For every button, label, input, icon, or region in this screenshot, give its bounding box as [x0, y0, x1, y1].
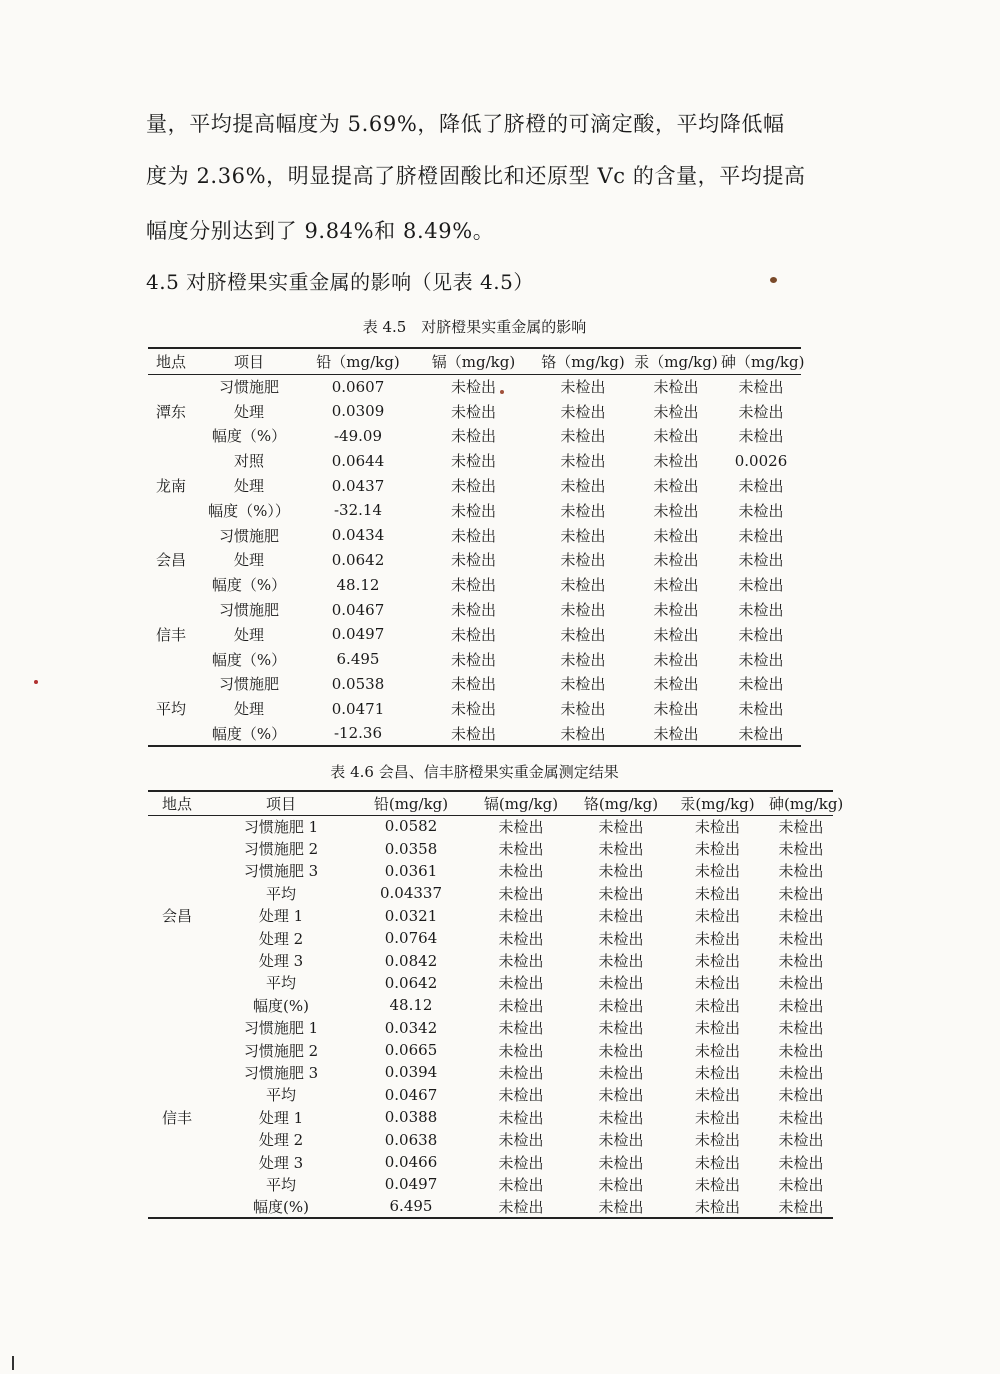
cell-lead: 0.0644 — [331, 451, 385, 470]
cell-chromium: 未检出 — [598, 1063, 644, 1082]
cell-cadmium: 未检出 — [498, 1063, 544, 1082]
cell-lead: 0.0497 — [331, 625, 385, 644]
table-row — [148, 399, 801, 424]
cell-lead: 0.0342 — [384, 1018, 438, 1037]
cell-cadmium: 未检出 — [450, 402, 496, 421]
table-row — [148, 1128, 833, 1150]
cell-location — [148, 647, 194, 672]
cell-mercury: 未检出 — [653, 700, 699, 719]
cell-mercury: 未检出 — [694, 840, 740, 859]
cell-location — [148, 815, 206, 837]
cell-arsenic: 未检出 — [738, 402, 784, 421]
table-row — [148, 424, 801, 449]
cell-lead: 0.0434 — [331, 526, 385, 545]
cell-item: 习惯施肥 2 — [243, 840, 319, 859]
cell-lead: 0.0665 — [384, 1041, 438, 1060]
table-4-5 — [148, 347, 805, 747]
table-4-5-body — [148, 374, 801, 746]
table-row — [148, 972, 833, 994]
cell-cadmium: 未检出 — [498, 952, 544, 971]
cell-mercury: 未检出 — [653, 724, 699, 743]
table-row — [148, 1017, 833, 1039]
table-row — [148, 374, 801, 399]
scan-speck — [34, 680, 38, 684]
cell-lead: 0.0361 — [384, 861, 438, 880]
cell-item: 幅度（%） — [211, 724, 287, 743]
cell-lead: 0.04337 — [379, 884, 443, 903]
cell-arsenic: 未检出 — [778, 1108, 824, 1127]
cell-mercury: 未检出 — [653, 576, 699, 595]
cell-cadmium: 未检出 — [498, 884, 544, 903]
cell-cadmium: 未检出 — [450, 526, 496, 545]
header-arsenic: 砷（mg/kg) — [721, 352, 805, 371]
cell-chromium: 未检出 — [598, 907, 644, 926]
scan-speck — [500, 390, 504, 394]
cell-item: 习惯施肥 — [218, 675, 279, 694]
cell-mercury: 未检出 — [694, 1063, 740, 1082]
cell-arsenic: 未检出 — [738, 477, 784, 496]
cell-mercury: 未检出 — [694, 907, 740, 926]
cell-chromium: 未检出 — [598, 996, 644, 1015]
cell-item: 处理 1 — [258, 1108, 304, 1127]
cell-mercury: 未检出 — [653, 378, 699, 397]
cell-item: 幅度（%） — [211, 650, 287, 669]
cell-lead: 0.0497 — [384, 1175, 438, 1194]
cell-item: 习惯施肥 — [218, 526, 279, 545]
cell-location — [148, 1151, 206, 1173]
table-row — [148, 1196, 833, 1218]
table-row — [148, 647, 801, 672]
cell-mercury: 未检出 — [694, 1019, 740, 1038]
cell-location — [148, 523, 194, 548]
table-row — [148, 927, 833, 949]
cell-arsenic: 未检出 — [738, 526, 784, 545]
cell-lead: 0.0388 — [384, 1108, 438, 1127]
cell-chromium: 未检出 — [598, 1131, 644, 1150]
cell-arsenic: 未检出 — [738, 700, 784, 719]
cell-arsenic: 未检出 — [778, 1041, 824, 1060]
cell-lead: 0.0358 — [384, 839, 438, 858]
cell-cadmium: 未检出 — [450, 601, 496, 620]
table-row — [148, 1039, 833, 1061]
cell-chromium: 未检出 — [560, 402, 606, 421]
cell-arsenic: 未检出 — [778, 1019, 824, 1038]
cell-location — [148, 837, 206, 859]
table-row — [148, 860, 833, 882]
cell-mercury: 未检出 — [653, 427, 699, 446]
cell-location — [148, 448, 194, 473]
scan-speck — [770, 277, 777, 283]
cell-chromium: 未检出 — [598, 1175, 644, 1194]
cell-arsenic: 未检出 — [778, 907, 824, 926]
cell-lead: 0.0471 — [331, 699, 385, 718]
table-row — [148, 622, 801, 647]
cell-location — [148, 1061, 206, 1083]
cell-item: 处理 1 — [258, 907, 304, 926]
cell-mercury: 未检出 — [694, 929, 740, 948]
cell-item: 处理 — [233, 477, 264, 496]
header-mercury: 汞（mg/kg) — [634, 352, 718, 371]
cell-lead: 0.0309 — [331, 402, 385, 421]
cell-chromium: 未检出 — [560, 551, 606, 570]
table-row — [148, 696, 801, 721]
table-row — [148, 1061, 833, 1083]
cell-arsenic: 未检出 — [738, 625, 784, 644]
cell-mercury: 未检出 — [653, 452, 699, 471]
table-header-row — [148, 348, 801, 374]
cell-item: 处理 — [233, 551, 264, 570]
cell-mercury: 未检出 — [694, 1086, 740, 1105]
cell-mercury: 未检出 — [653, 551, 699, 570]
cell-chromium: 未检出 — [598, 952, 644, 971]
cell-chromium: 未检出 — [560, 601, 606, 620]
cell-chromium: 未检出 — [598, 974, 644, 993]
cell-mercury: 未检出 — [694, 1108, 740, 1127]
cell-lead: -49.09 — [333, 426, 382, 445]
cell-lead: 6.495 — [389, 1197, 433, 1216]
cell-cadmium: 未检出 — [498, 1019, 544, 1038]
table-row — [148, 1151, 833, 1173]
cell-cadmium: 未检出 — [498, 862, 544, 881]
header-item: 项目 — [233, 352, 264, 371]
cell-mercury: 未检出 — [694, 974, 740, 993]
cell-item: 平均 — [265, 1086, 296, 1105]
cell-location — [148, 1196, 206, 1218]
cell-arsenic: 未检出 — [778, 996, 824, 1015]
table-row — [148, 548, 801, 573]
table-4-6 — [148, 790, 844, 1219]
header-location: 地点 — [161, 794, 192, 813]
cell-lead: -12.36 — [333, 724, 382, 743]
cell-mercury: 未检出 — [653, 402, 699, 421]
cell-location — [148, 374, 194, 399]
cell-arsenic: 未检出 — [738, 650, 784, 669]
cell-item: 习惯施肥 2 — [243, 1041, 319, 1060]
cell-mercury: 未检出 — [653, 625, 699, 644]
table-row — [148, 572, 801, 597]
cell-mercury: 未检出 — [653, 601, 699, 620]
cell-lead: 0.0642 — [331, 550, 385, 569]
cell-item: 处理 2 — [258, 1131, 304, 1150]
cell-chromium: 未检出 — [598, 840, 644, 859]
cell-cadmium: 未检出 — [450, 551, 496, 570]
table-row — [148, 448, 801, 473]
cell-cadmium: 未检出 — [450, 724, 496, 743]
cell-arsenic: 未检出 — [778, 817, 824, 836]
cell-chromium: 未检出 — [560, 452, 606, 471]
header-lead: 铅(mg/kg) — [373, 794, 449, 813]
cell-mercury: 未检出 — [694, 862, 740, 881]
header-cadmium: 镉（mg/kg) — [431, 352, 516, 371]
cell-lead: 0.0842 — [384, 951, 438, 970]
cell-location — [148, 721, 194, 746]
paragraph-line-3: 幅度分别达到了 9.84%和 8.49%。 — [146, 219, 495, 243]
cell-chromium: 未检出 — [560, 427, 606, 446]
cell-mercury: 未检出 — [653, 526, 699, 545]
table-row — [148, 815, 833, 837]
cell-chromium: 未检出 — [598, 1041, 644, 1060]
cell-mercury: 未检出 — [694, 1175, 740, 1194]
cell-arsenic: 未检出 — [778, 1153, 824, 1172]
cell-mercury: 未检出 — [653, 477, 699, 496]
cell-arsenic: 未检出 — [778, 840, 824, 859]
cell-chromium: 未检出 — [598, 1108, 644, 1127]
cell-arsenic: 未检出 — [778, 1175, 824, 1194]
cell-lead: -32.14 — [333, 501, 382, 520]
cell-location — [148, 972, 206, 994]
cell-location — [148, 1017, 206, 1039]
cell-location — [148, 1128, 206, 1150]
table-header-row — [148, 791, 833, 815]
cell-location — [148, 672, 194, 697]
cell-cadmium: 未检出 — [450, 427, 496, 446]
cell-lead: 0.0638 — [384, 1130, 438, 1149]
cell-arsenic: 未检出 — [778, 952, 824, 971]
scan-mark — [12, 1356, 14, 1370]
cell-arsenic: 未检出 — [778, 884, 824, 903]
cell-chromium: 未检出 — [598, 862, 644, 881]
cell-chromium: 未检出 — [598, 817, 644, 836]
cell-mercury: 未检出 — [694, 952, 740, 971]
table-row — [148, 882, 833, 904]
cell-cadmium: 未检出 — [450, 625, 496, 644]
cell-mercury: 未检出 — [694, 1153, 740, 1172]
header-chromium: 铬（mg/kg) — [541, 352, 625, 371]
cell-item: 对照 — [233, 452, 264, 471]
cell-location — [148, 949, 206, 971]
table-row — [148, 1106, 833, 1128]
cell-mercury: 未检出 — [694, 996, 740, 1015]
header-location: 地点 — [155, 352, 186, 371]
cell-chromium: 未检出 — [598, 929, 644, 948]
cell-chromium: 未检出 — [598, 1197, 644, 1216]
cell-arsenic: 未检出 — [778, 1197, 824, 1216]
cell-arsenic: 未检出 — [738, 551, 784, 570]
table-4-5-caption: 表 4.5 对脐橙果实重金属的影响 — [362, 318, 587, 336]
table-row — [148, 905, 833, 927]
cell-arsenic: 未检出 — [738, 724, 784, 743]
cell-chromium: 未检出 — [598, 884, 644, 903]
cell-mercury: 未检出 — [694, 1041, 740, 1060]
cell-arsenic: 未检出 — [778, 1131, 824, 1150]
cell-location — [148, 572, 194, 597]
cell-arsenic: 0.0026 — [734, 451, 788, 470]
cell-item: 习惯施肥 1 — [243, 1019, 319, 1038]
cell-item: 习惯施肥 — [218, 378, 279, 397]
cell-cadmium: 未检出 — [450, 700, 496, 719]
cell-location: 龙南 — [155, 477, 186, 496]
cell-item: 平均 — [265, 1175, 296, 1194]
cell-item: 习惯施肥 3 — [243, 1063, 319, 1082]
table-row — [148, 721, 801, 746]
cell-lead: 0.0538 — [331, 674, 385, 693]
header-item: 项目 — [265, 794, 296, 813]
cell-lead: 0.0467 — [331, 600, 385, 619]
paragraph-line-1: 量，平均提高幅度为 5.69%，降低了脐橙的可滴定酸，平均降低幅 — [146, 112, 785, 136]
cell-chromium: 未检出 — [598, 1086, 644, 1105]
cell-lead: 0.0764 — [384, 929, 438, 948]
cell-location: 信丰 — [155, 625, 186, 644]
cell-mercury: 未检出 — [653, 501, 699, 520]
cell-location: 会昌 — [155, 551, 186, 570]
table-row — [148, 498, 801, 523]
cell-mercury: 未检出 — [694, 817, 740, 836]
cell-lead: 0.0607 — [331, 377, 385, 396]
cell-location — [148, 498, 194, 523]
cell-cadmium: 未检出 — [498, 1086, 544, 1105]
cell-arsenic: 未检出 — [738, 601, 784, 620]
cell-cadmium: 未检出 — [450, 378, 496, 397]
cell-chromium: 未检出 — [560, 700, 606, 719]
cell-cadmium: 未检出 — [498, 996, 544, 1015]
cell-cadmium: 未检出 — [498, 1041, 544, 1060]
cell-location: 潭东 — [155, 402, 186, 421]
cell-chromium: 未检出 — [598, 1153, 644, 1172]
cell-chromium: 未检出 — [560, 526, 606, 545]
cell-chromium: 未检出 — [560, 501, 606, 520]
cell-location — [148, 1173, 206, 1195]
cell-chromium: 未检出 — [560, 724, 606, 743]
table-row — [148, 473, 801, 498]
cell-cadmium: 未检出 — [498, 1108, 544, 1127]
cell-item: 处理 3 — [258, 1153, 304, 1172]
cell-chromium: 未检出 — [560, 675, 606, 694]
table-4-6-caption: 表 4.6 会昌、信丰脐橙果实重金属测定结果 — [330, 763, 619, 781]
cell-mercury: 未检出 — [694, 1131, 740, 1150]
cell-chromium: 未检出 — [560, 477, 606, 496]
cell-cadmium: 未检出 — [498, 840, 544, 859]
cell-item: 处理 — [233, 402, 264, 421]
cell-cadmium: 未检出 — [450, 477, 496, 496]
cell-cadmium: 未检出 — [498, 1197, 544, 1216]
header-arsenic: 砷(mg/kg) — [769, 794, 844, 813]
table-row — [148, 1173, 833, 1195]
cell-location — [148, 860, 206, 882]
cell-arsenic: 未检出 — [778, 862, 824, 881]
table-row — [148, 597, 801, 622]
cell-lead: 0.0582 — [384, 817, 438, 836]
cell-cadmium: 未检出 — [498, 817, 544, 836]
table-4-6-body — [148, 815, 833, 1218]
cell-item: 平均 — [265, 974, 296, 993]
cell-arsenic: 未检出 — [738, 576, 784, 595]
cell-cadmium: 未检出 — [498, 907, 544, 926]
cell-arsenic: 未检出 — [778, 974, 824, 993]
cell-cadmium: 未检出 — [498, 1131, 544, 1150]
cell-cadmium: 未检出 — [498, 929, 544, 948]
cell-item: 习惯施肥 3 — [243, 862, 319, 881]
cell-location: 平均 — [155, 700, 186, 719]
cell-location — [148, 424, 194, 449]
cell-cadmium: 未检出 — [450, 501, 496, 520]
cell-location — [148, 882, 206, 904]
cell-lead: 0.0467 — [384, 1085, 438, 1104]
cell-item: 习惯施肥 — [218, 601, 279, 620]
cell-chromium: 未检出 — [560, 576, 606, 595]
cell-item: 处理 — [233, 625, 264, 644]
cell-location — [148, 597, 194, 622]
cell-lead: 48.12 — [336, 575, 380, 594]
table-row — [148, 1084, 833, 1106]
cell-cadmium: 未检出 — [450, 675, 496, 694]
cell-cadmium: 未检出 — [450, 452, 496, 471]
cell-item: 幅度（%） — [211, 427, 287, 446]
cell-location — [148, 927, 206, 949]
cell-cadmium: 未检出 — [498, 1153, 544, 1172]
header-lead: 铅（mg/kg) — [316, 352, 400, 371]
cell-cadmium: 未检出 — [498, 974, 544, 993]
cell-arsenic: 未检出 — [778, 1063, 824, 1082]
cell-cadmium: 未检出 — [450, 650, 496, 669]
cell-mercury: 未检出 — [694, 884, 740, 903]
cell-cadmium: 未检出 — [498, 1175, 544, 1194]
cell-location: 会昌 — [161, 907, 192, 926]
table-row — [148, 523, 801, 548]
cell-lead: 6.495 — [336, 650, 380, 669]
cell-mercury: 未检出 — [653, 650, 699, 669]
cell-lead: 0.0642 — [384, 973, 438, 992]
cell-item: 平均 — [265, 884, 296, 903]
cell-arsenic: 未检出 — [738, 427, 784, 446]
cell-chromium: 未检出 — [560, 625, 606, 644]
cell-arsenic: 未检出 — [738, 675, 784, 694]
section-heading: 4.5 对脐橙果实重金属的影响（见表 4.5） — [146, 270, 534, 294]
header-mercury: 汞(mg/kg) — [680, 794, 755, 813]
cell-item: 幅度(%) — [253, 996, 309, 1015]
cell-arsenic: 未检出 — [738, 378, 784, 397]
cell-arsenic: 未检出 — [778, 929, 824, 948]
cell-chromium: 未检出 — [560, 378, 606, 397]
cell-item: 幅度（%） — [211, 576, 287, 595]
table-row — [148, 994, 833, 1016]
cell-chromium: 未检出 — [560, 650, 606, 669]
cell-item: 习惯施肥 1 — [243, 817, 319, 836]
table-row — [148, 949, 833, 971]
cell-arsenic: 未检出 — [778, 1086, 824, 1105]
cell-item: 处理 2 — [258, 929, 304, 948]
cell-lead: 0.0321 — [384, 906, 438, 925]
paragraph-line-2: 度为 2.36%，明显提高了脐橙固酸比和还原型 Vc 的含量，平均提高 — [146, 164, 806, 188]
cell-item: 幅度（%）） — [208, 501, 290, 520]
cell-location — [148, 1084, 206, 1106]
cell-location: 信丰 — [161, 1108, 192, 1127]
cell-location — [148, 994, 206, 1016]
cell-chromium: 未检出 — [598, 1019, 644, 1038]
cell-lead: 0.0466 — [384, 1153, 438, 1172]
cell-lead: 48.12 — [389, 996, 433, 1015]
cell-mercury: 未检出 — [653, 675, 699, 694]
cell-lead: 0.0437 — [331, 476, 385, 495]
table-row — [148, 837, 833, 859]
cell-mercury: 未检出 — [694, 1197, 740, 1216]
cell-lead: 0.0394 — [384, 1063, 438, 1082]
table-row — [148, 672, 801, 697]
cell-arsenic: 未检出 — [738, 501, 784, 520]
cell-location — [148, 1039, 206, 1061]
cell-item: 幅度(%) — [253, 1197, 309, 1216]
cell-item: 处理 3 — [258, 952, 304, 971]
header-cadmium: 镉(mg/kg) — [483, 794, 559, 813]
cell-cadmium: 未检出 — [450, 576, 496, 595]
cell-item: 处理 — [233, 700, 264, 719]
header-chromium: 铬(mg/kg) — [583, 794, 659, 813]
